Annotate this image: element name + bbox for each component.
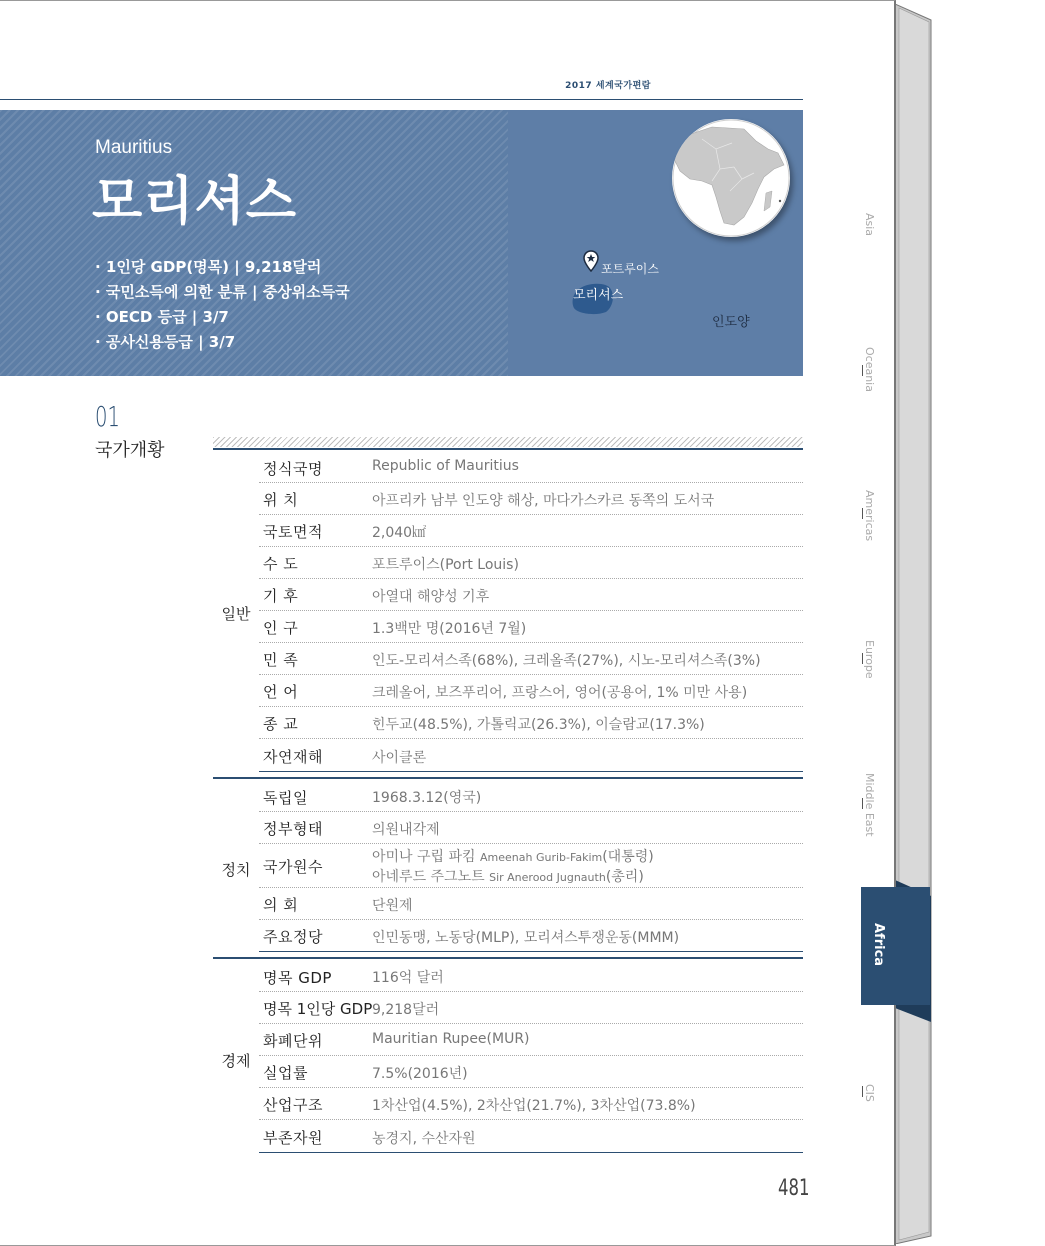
side-tab-middle-east[interactable]: Middle East — [863, 773, 876, 837]
pm-name-ko: 아네루드 주그노트 — [372, 869, 490, 885]
group-label: 정치 — [221, 861, 251, 879]
table-row — [259, 547, 803, 579]
row-value: 1968.3.12(영국) — [372, 790, 482, 806]
location-pin-icon — [583, 250, 599, 272]
table-row — [259, 643, 803, 675]
row-key: 민 족 — [263, 651, 299, 669]
row-key: 명목 GDP — [263, 969, 332, 987]
table-row — [259, 1120, 803, 1153]
group-politics — [213, 777, 803, 950]
row-value: 포트루이스(Port Louis) — [372, 557, 519, 573]
side-tab-oceania[interactable]: Oceania — [863, 347, 876, 392]
row-key: 실업률 — [263, 1064, 308, 1082]
side-tab-cis[interactable]: CIS — [863, 1084, 876, 1102]
group-label: 경제 — [221, 1052, 251, 1070]
table-row — [259, 483, 803, 515]
row-key: 위 치 — [263, 491, 299, 509]
row-key: 화폐단위 — [263, 1032, 323, 1050]
row-value: 1차산업(4.5%), 2차산업(21.7%), 3차산업(73.8%) — [372, 1098, 696, 1114]
row-key: 인 구 — [263, 619, 299, 637]
row-key: 주요정당 — [263, 928, 323, 946]
country-name-korean: 모리셔스 — [92, 172, 297, 232]
pm-name-en: Sir Anerood Jugnauth — [489, 871, 606, 884]
africa-globe-icon — [672, 119, 790, 237]
table-row — [259, 707, 803, 739]
row-key: 수 도 — [263, 555, 299, 573]
president-role: (대통령) — [602, 849, 654, 865]
row-value: 116억 달러 — [372, 970, 444, 986]
row-value: 9,218달러 — [372, 1002, 440, 1018]
row-key: 독립일 — [263, 789, 308, 807]
table-row — [259, 1088, 803, 1120]
book-page-edges — [895, 4, 935, 1244]
fact-oecd-grade: · OECD 등급 | 3/7 — [95, 308, 229, 326]
table-row — [259, 1024, 803, 1056]
table-row — [259, 888, 803, 920]
row-value: 7.5%(2016년) — [372, 1066, 468, 1082]
president-name-en: Ameenah Gurib-Fakim — [480, 851, 603, 864]
row-value-president — [372, 846, 654, 866]
row-value: 단원제 — [372, 898, 413, 914]
table-row — [259, 739, 803, 772]
page-number: 481 — [778, 1176, 810, 1201]
table-row — [259, 844, 803, 888]
row-value: 농경지, 수산자원 — [372, 1131, 476, 1147]
row-value: 아프리카 남부 인도양 해상, 마다가스카르 동쪽의 도서국 — [372, 493, 715, 509]
fact-credit-grade: · 공사신용등급 | 3/7 — [95, 333, 236, 351]
key-facts-list — [95, 255, 350, 355]
president-name-ko: 아미나 구립 파킴 — [372, 849, 481, 865]
table-row — [259, 450, 803, 483]
side-tab-africa-label: Africa — [871, 923, 886, 967]
row-key: 종 교 — [263, 715, 299, 733]
row-key: 자연재해 — [263, 748, 323, 766]
row-value: 아열대 해양성 기후 — [372, 589, 490, 605]
side-tab-africa[interactable] — [861, 887, 930, 1005]
section-title: 국가개황 — [95, 440, 165, 461]
group-label: 일반 — [221, 605, 251, 623]
pm-role: (총리) — [605, 869, 644, 885]
row-value: Mauritian Rupee(MUR) — [372, 1031, 530, 1047]
row-key: 부존자원 — [263, 1129, 323, 1147]
table-row — [259, 611, 803, 643]
row-value: 인민동맹, 노동당(MLP), 모리셔스투쟁운동(MMM) — [372, 930, 680, 946]
table-row — [259, 779, 803, 812]
row-key: 국가원수 — [263, 858, 323, 876]
row-key: 의 회 — [263, 896, 299, 914]
table-row — [259, 579, 803, 611]
row-value: 사이클론 — [372, 750, 427, 766]
table-row — [259, 959, 803, 992]
row-value: 크레올어, 보즈푸리어, 프랑스어, 영어(공용어, 1% 미만 사용) — [372, 685, 748, 701]
globe-locator-map — [672, 119, 790, 237]
section-number: 01 — [95, 400, 120, 433]
table-row — [259, 515, 803, 547]
map-capital-label: 포트루이스 — [601, 262, 659, 276]
row-value: Republic of Mauritius — [372, 458, 519, 474]
row-key: 산업구조 — [263, 1096, 323, 1114]
row-key: 정부형태 — [263, 820, 323, 838]
side-tab-europe[interactable]: Europe — [863, 640, 876, 679]
table-row — [259, 812, 803, 844]
edition-label: 2017 세계국가편람 — [565, 81, 651, 91]
row-value-prime-minister — [372, 866, 644, 886]
table-header-hatch — [213, 437, 803, 447]
row-value: 힌두교(48.5%), 가톨릭교(26.3%), 이슬람교(17.3%) — [372, 717, 705, 733]
map-country-label: 모리셔스 — [573, 288, 624, 303]
row-key: 국토면적 — [263, 523, 323, 541]
table-row — [259, 920, 803, 952]
row-value: 2,040㎢ — [372, 525, 427, 541]
row-value: 1.3백만 명(2016년 7월) — [372, 621, 527, 637]
group-economy — [213, 957, 803, 1151]
row-key: 기 후 — [263, 587, 299, 605]
table-row — [259, 992, 803, 1024]
header-rule — [0, 99, 803, 100]
row-key: 언 어 — [263, 683, 299, 701]
row-value: 의원내각제 — [372, 822, 440, 838]
table-row — [259, 1056, 803, 1088]
group-general — [213, 448, 803, 770]
row-key: 정식국명 — [263, 460, 323, 478]
fact-gdp-per-capita: · 1인당 GDP(명목) | 9,218달러 — [95, 258, 322, 276]
row-value: 인도-모리셔스족(68%), 크레올족(27%), 시노-모리셔스족(3%) — [372, 653, 761, 669]
table-row — [259, 675, 803, 707]
banner-hatched-panel — [0, 110, 508, 376]
side-tab-americas[interactable]: Americas — [863, 490, 876, 542]
side-tab-asia[interactable]: Asia — [863, 213, 876, 237]
map-ocean-label: 인도양 — [712, 315, 750, 330]
fact-income-class: · 국민소득에 의한 분류 | 중상위소득국 — [95, 283, 350, 301]
row-key: 명목 1인당 GDP — [263, 1000, 373, 1018]
country-name-english: Mauritius — [95, 137, 173, 158]
